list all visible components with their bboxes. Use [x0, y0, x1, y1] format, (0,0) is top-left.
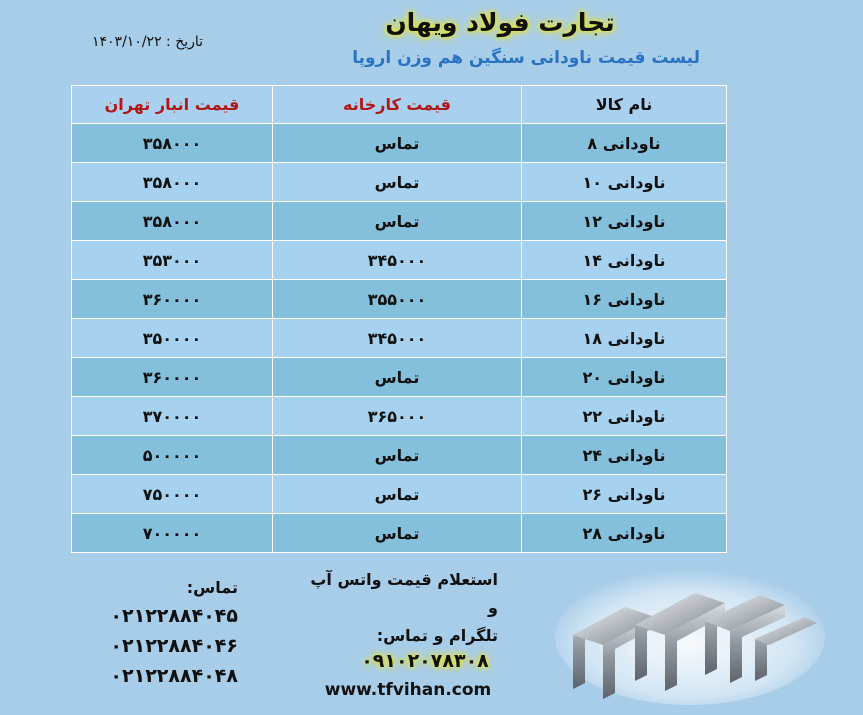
factory-price-cell: تماس: [273, 124, 522, 163]
factory-price-cell: تماس: [273, 202, 522, 241]
phone-number: ۰۲۱۲۲۸۸۴۰۴۸: [110, 665, 238, 687]
factory-price-cell: تماس: [273, 475, 522, 514]
phone-number: ۰۲۱۲۲۸۸۴۰۴۶: [110, 635, 238, 657]
factory-price-cell: ۳۶۵۰۰۰: [273, 397, 522, 436]
product-name-cell: ناودانی ۲۲: [522, 397, 727, 436]
product-name-cell: ناودانی ۸: [522, 124, 727, 163]
product-name-cell: ناودانی ۲۸: [522, 514, 727, 553]
factory-price-cell: ۳۵۵۰۰۰: [273, 280, 522, 319]
product-name-cell: ناودانی ۱۴: [522, 241, 727, 280]
warehouse-price-cell: ۳۵۸۰۰۰: [72, 202, 273, 241]
phone-number: ۰۲۱۲۲۸۸۴۰۴۵: [110, 605, 238, 627]
warehouse-price-cell: ۷۵۰۰۰۰: [72, 475, 273, 514]
table-row: [72, 397, 727, 436]
inquiry-text: [300, 566, 498, 650]
warehouse-price-cell: ۳۷۰۰۰۰: [72, 397, 273, 436]
header-product-name: نام کالا: [522, 86, 727, 124]
factory-price-cell: تماس: [273, 436, 522, 475]
product-name-cell: ناودانی ۲۴: [522, 436, 727, 475]
factory-price-cell: تماس: [273, 163, 522, 202]
warehouse-price-cell: ۳۵۸۰۰۰: [72, 124, 273, 163]
product-name-cell: ناودانی ۱۶: [522, 280, 727, 319]
factory-price-cell: ۳۴۵۰۰۰: [273, 319, 522, 358]
factory-price-cell: ۳۴۵۰۰۰: [273, 241, 522, 280]
warehouse-price-cell: ۳۵۳۰۰۰: [72, 241, 273, 280]
table-row: [72, 475, 727, 514]
table-row: [72, 319, 727, 358]
table-row: [72, 241, 727, 280]
table-row: [72, 436, 727, 475]
website-link: www.tfvihan.com: [324, 680, 492, 700]
table-row: [72, 280, 727, 319]
warehouse-price-cell: ۵۰۰۰۰۰: [72, 436, 273, 475]
header-warehouse-price: قیمت انبار تهران: [72, 86, 273, 124]
contact-section: [88, 578, 238, 691]
company-title: تجارت فولاد ویهان: [385, 8, 615, 37]
table-row: [72, 202, 727, 241]
factory-price-cell: تماس: [273, 514, 522, 553]
table-row: [72, 124, 727, 163]
product-name-cell: ناودانی ۱۸: [522, 319, 727, 358]
whatsapp-number: ۰۹۱۰۲۰۷۸۳۰۸: [361, 650, 489, 672]
table-row: [72, 514, 727, 553]
contact-label: تماس:: [186, 578, 238, 597]
price-list-subtitle: لیست قیمت ناودانی سنگین هم وزن اروپا: [352, 48, 700, 68]
warehouse-price-cell: ۳۶۰۰۰۰: [72, 358, 273, 397]
product-name-cell: ناودانی ۲۰: [522, 358, 727, 397]
price-table: [71, 85, 727, 553]
warehouse-price-cell: ۳۶۰۰۰۰: [72, 280, 273, 319]
product-name-cell: ناودانی ۱۰: [522, 163, 727, 202]
warehouse-price-cell: ۳۵۸۰۰۰: [72, 163, 273, 202]
warehouse-price-cell: ۷۰۰۰۰۰: [72, 514, 273, 553]
table-row: [72, 358, 727, 397]
product-name-cell: ناودانی ۲۶: [522, 475, 727, 514]
steel-channels-image: [555, 565, 825, 705]
warehouse-price-cell: ۳۵۰۰۰۰: [72, 319, 273, 358]
inquiry-line-1: استعلام قیمت واتس آپ و: [310, 570, 498, 617]
factory-price-cell: تماس: [273, 358, 522, 397]
table-row: [72, 163, 727, 202]
product-name-cell: ناودانی ۱۲: [522, 202, 727, 241]
inquiry-line-2: تلگرام و تماس:: [376, 626, 498, 645]
date-label: تاریخ : ۱۴۰۳/۱۰/۲۲: [92, 34, 204, 50]
header-factory-price: قیمت کارخانه: [273, 86, 522, 124]
table-header-row: [72, 86, 727, 124]
